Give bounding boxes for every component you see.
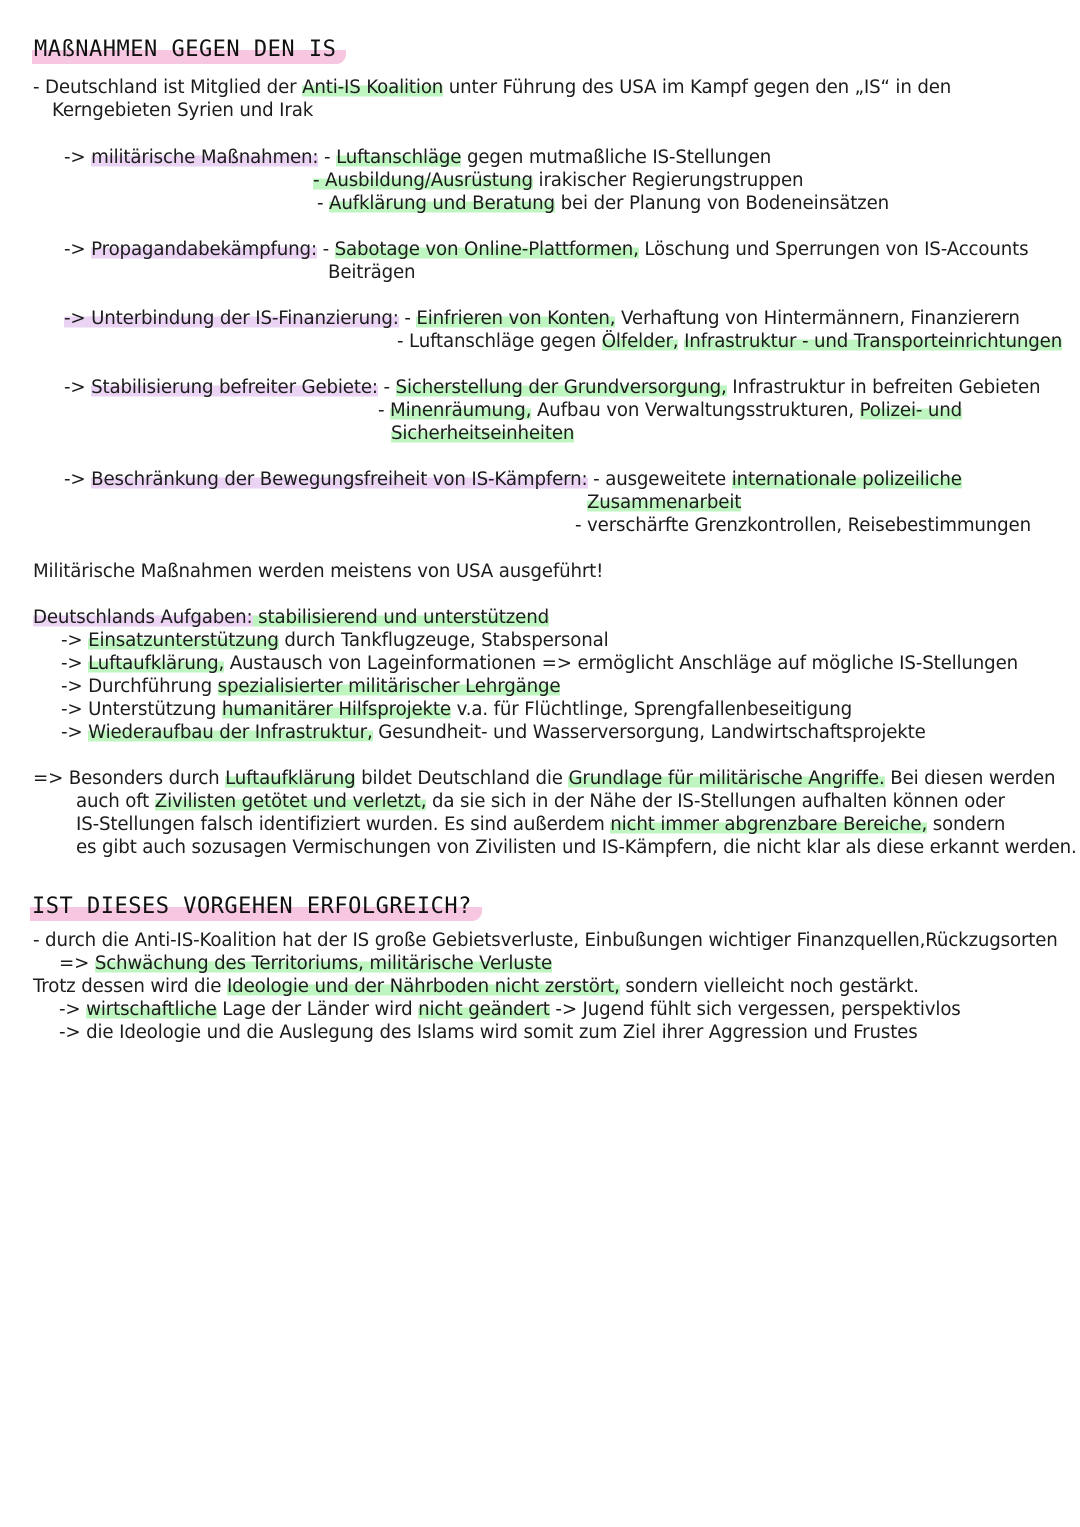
de-row-4 xyxy=(61,698,852,721)
highlight: spezialisierter militärischer Lehrgänge xyxy=(217,676,561,697)
highlight: Luftaufklärung, xyxy=(88,653,225,674)
text: IS-Stellungen falsch identifiziert wurden. Es sind außerdem xyxy=(76,814,611,835)
text: Lage der Länder wird xyxy=(216,999,419,1020)
highlight: Zivilisten getötet und verletzt, xyxy=(154,791,427,812)
stab-line-1 xyxy=(64,376,1040,399)
arrow: -> xyxy=(64,469,92,490)
succ-line-3 xyxy=(33,975,919,998)
text: bildet Deutschland die xyxy=(355,768,569,789)
highlight: Ölfelder, xyxy=(601,331,679,352)
highlight: Zusammenarbeit xyxy=(587,492,742,513)
highlight: Ideologie und der Nährboden nicht zerstört, xyxy=(226,976,620,997)
text: - verschärfte Grenzkontrollen, Reisebestimmungen xyxy=(575,515,1031,536)
text: bei der Planung von Bodeneinsätzen xyxy=(554,193,889,214)
highlight: Sabotage von Online-Plattformen, xyxy=(334,239,639,260)
text: - xyxy=(317,193,330,214)
concl-line-4 xyxy=(76,836,1077,859)
label: Stabilisierung befreiter Gebiete: xyxy=(91,377,378,398)
text: - xyxy=(398,308,417,329)
text: -> die Ideologie und die Auslegung des Islams wird somit zum Ziel ihrer Aggression und Frustes xyxy=(59,1022,918,1043)
text: Aufbau von Verwaltungsstrukturen, xyxy=(531,400,860,421)
text: Verhaftung von Hintermännern, Finanzierern xyxy=(615,308,1020,329)
text: Militärische Maßnahmen werden meistens von USA ausgeführt! xyxy=(33,561,604,582)
intro-line-2 xyxy=(52,99,313,122)
arrow: => xyxy=(59,953,95,974)
highlight: stabilisierend und unterstützend xyxy=(252,607,549,628)
highlight: Luftanschläge xyxy=(336,147,462,168)
de-row-3 xyxy=(61,675,560,698)
text: Bei diesen werden xyxy=(884,768,1056,789)
text: es gibt auch sozusagen Vermischungen von Zivilisten und IS-Kämpfern, die nicht klar als diese erkannt werden. xyxy=(76,837,1077,858)
text: Trotz dessen wird die xyxy=(33,976,227,997)
highlight: internationale polizeiliche xyxy=(731,469,962,490)
text: - xyxy=(318,147,337,168)
highlight: humanitärer Hilfsprojekte xyxy=(221,699,451,720)
arrow: -> xyxy=(61,653,89,674)
arrow: -> xyxy=(64,308,92,329)
highlight: Sicherstellung der Grundversorgung, xyxy=(395,377,727,398)
de-row-2 xyxy=(61,652,1018,675)
text: Austausch von Lageinformationen => ermöglicht Anschläge auf mögliche IS-Stellungen xyxy=(224,653,1018,674)
bew-line-1 xyxy=(64,468,962,491)
stab-line-2 xyxy=(378,399,962,422)
bew-line-2 xyxy=(587,491,741,514)
succ-line-1 xyxy=(33,929,1058,952)
de-row-1 xyxy=(61,629,609,652)
text: irakischer Regierungstruppen xyxy=(532,170,804,191)
label: Propagandabekämpfung: xyxy=(91,239,317,260)
text: gegen mutmaßliche IS-Stellungen xyxy=(461,147,772,168)
concl-line-2 xyxy=(76,790,1005,813)
text: sondern xyxy=(927,814,1006,835)
text: Infrastruktur in befreiten Gebieten xyxy=(726,377,1041,398)
text: Kerngebieten Syrien und Irak xyxy=(52,100,314,121)
text: -> Durchführung xyxy=(61,676,218,697)
text: - xyxy=(316,239,335,260)
text: -> Unterstützung xyxy=(61,699,222,720)
concl-line-1 xyxy=(33,767,1055,790)
highlight: Einfrieren von Konten, xyxy=(416,308,616,329)
text: - Deutschland ist Mitglied der xyxy=(33,77,303,98)
arrow: -> xyxy=(64,239,92,260)
highlight: Sicherheitseinheiten xyxy=(391,423,575,444)
usa-note xyxy=(33,560,603,583)
highlight: Infrastruktur - und Transporteinrichtungen xyxy=(684,331,1063,352)
mil-line-3 xyxy=(317,192,889,215)
text: da sie sich in der Nähe der IS-Stellungen aufhalten können oder xyxy=(426,791,1005,812)
arrow: -> xyxy=(64,377,92,398)
text: durch Tankflugzeuge, Stabspersonal xyxy=(278,630,609,651)
text: unter Führung des USA im Kampf gegen den „IS“ in den xyxy=(443,77,952,98)
text: - xyxy=(313,170,326,191)
text: Gesundheit- und Wasserversorgung, Landwirtschaftsprojekte xyxy=(372,722,926,743)
highlight: Schwächung des Territoriums, militärische Verluste xyxy=(94,953,552,974)
label: Beschränkung der Bewegungsfreiheit von IS-Kämpfern: xyxy=(91,469,588,490)
label: Unterbindung der IS-Finanzierung: xyxy=(91,308,399,329)
succ-line-2 xyxy=(59,952,552,975)
highlight: Aufklärung und Beratung xyxy=(329,193,555,214)
succ-line-5 xyxy=(59,1021,918,1044)
text: sondern vielleicht noch gestärkt. xyxy=(619,976,919,997)
fin-line-1 xyxy=(64,307,1020,330)
heading-massnahmen: MAßNAHMEN GEGEN DEN IS xyxy=(32,36,346,64)
intro-line-1 xyxy=(33,76,951,99)
highlight: Wiederaufbau der Infrastruktur, xyxy=(88,722,373,743)
highlight: Anti-IS Koalition xyxy=(302,77,444,98)
concl-line-3 xyxy=(76,813,1005,836)
label: Deutschlands Aufgaben: xyxy=(33,607,253,628)
highlight: wirtschaftliche xyxy=(86,999,217,1020)
text: v.a. für Flüchtlinge, Sprengfallenbeseitigung xyxy=(450,699,853,720)
text: -> Jugend fühlt sich vergessen, perspektivlos xyxy=(549,999,961,1020)
highlight: nicht immer abgrenzbare Bereiche, xyxy=(610,814,928,835)
highlight: Ausbildung/Ausrüstung xyxy=(325,170,533,191)
text: - Luftanschläge gegen xyxy=(397,331,602,352)
arrow: -> xyxy=(64,147,92,168)
mil-line-2 xyxy=(313,169,803,192)
text: ausgeweitete xyxy=(605,469,732,490)
prop-line-1 xyxy=(64,238,1028,261)
stab-line-3 xyxy=(391,422,574,445)
highlight: Grundlage für militärische Angriffe. xyxy=(568,768,885,789)
succ-line-4 xyxy=(59,998,961,1021)
heading-erfolgreich: IST DIESES VORGEHEN ERFOLGREICH? xyxy=(30,893,482,921)
highlight: Minenräumung, xyxy=(390,400,532,421)
highlight: nicht geändert xyxy=(418,999,550,1020)
fin-line-2 xyxy=(397,330,1062,353)
text: - durch die Anti-IS-Koalition hat der IS große Gebietsverluste, Einbußungen wichtiger Finanzquellen,Rückzugsorten xyxy=(33,930,1058,951)
highlight: Polizei- und xyxy=(859,400,963,421)
text: - xyxy=(377,377,396,398)
text: Beiträgen xyxy=(328,262,416,283)
highlight: Luftaufklärung xyxy=(225,768,356,789)
label: militärische Maßnahmen: xyxy=(91,147,319,168)
highlight: Einsatzunterstützung xyxy=(88,630,279,651)
arrow: -> xyxy=(61,722,89,743)
prop-line-2 xyxy=(328,261,415,284)
text: auch oft xyxy=(76,791,155,812)
text: Löschung und Sperrungen von IS-Accounts xyxy=(638,239,1029,260)
mil-line-1 xyxy=(64,146,771,169)
text: - xyxy=(378,400,391,421)
arrow: -> xyxy=(61,630,89,651)
de-row-5 xyxy=(61,721,926,744)
arrow: -> xyxy=(59,999,87,1020)
bew-line-3 xyxy=(575,514,1031,537)
text: => Besonders durch xyxy=(33,768,226,789)
text: - xyxy=(587,469,606,490)
de-heading xyxy=(33,606,549,629)
